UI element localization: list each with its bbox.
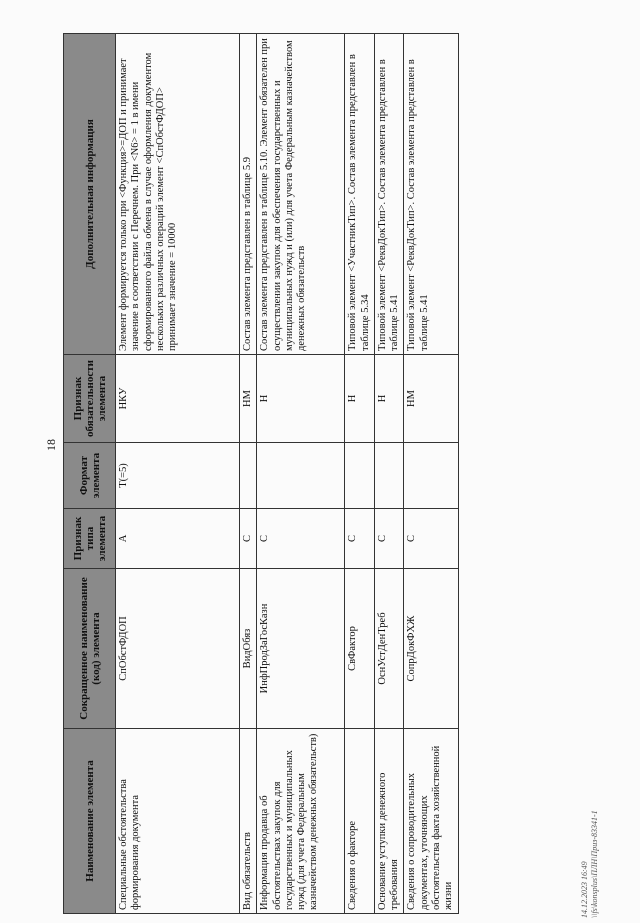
row-1-obligation: НКУ — [116, 355, 240, 443]
table-row — [404, 34, 458, 914]
footer-path: \\fs\konsplus\ПЛН\Приз-83341-1 — [590, 810, 599, 918]
row-1-name: Специальные обстоятельства формирования документа — [116, 729, 240, 914]
element-table-wrapper — [63, 34, 455, 914]
row-2-type: С — [240, 509, 257, 569]
row-2-name: Вид обязательств — [240, 729, 257, 914]
row-6-info: Типовой элемент <РеквДокТип>. Состав элемента представлен в таблице 5.41 — [404, 34, 458, 355]
footer-stamp — [580, 810, 600, 918]
header-additional-info: Дополнительная информация — [64, 34, 116, 355]
row-4-info: Типовой элемент <УчастникТип>. Состав элемента представлен в таблице 5.34 — [345, 34, 375, 355]
row-4-type: С — [345, 509, 375, 569]
table-row — [116, 34, 240, 914]
row-1-type: А — [116, 509, 240, 569]
row-6-type: С — [404, 509, 458, 569]
row-3-name: Информация продавца об обстоятельствах закупок для государственных и муниципальных нужд (для учета Федеральным казначейством денежных обязательств) — [257, 729, 345, 914]
row-5-code: ОснУстДенТреб — [374, 569, 404, 729]
table-row — [240, 34, 257, 914]
row-5-obligation: Н — [374, 355, 404, 443]
page-number: 18 — [44, 439, 58, 451]
table-header-row — [64, 34, 116, 914]
row-6-name: Сведения о сопроводительных документах, уточняющих обстоятельства факта хозяйственной жизни — [404, 729, 458, 914]
row-4-obligation: Н — [345, 355, 375, 443]
row-2-code: ВидОбяз — [240, 569, 257, 729]
row-6-obligation: НМ — [404, 355, 458, 443]
row-5-name: Основание уступки денежного требования — [374, 729, 404, 914]
row-3-format — [257, 443, 345, 509]
row-5-format — [374, 443, 404, 509]
row-3-info: Состав элемента представлен в таблице 5.10. Элемент обязателен при осуществлении закупок для обеспечения государственных и муниципальных нужд и (или) для учета Федеральным казначейством денежных обязательств — [257, 34, 345, 355]
row-4-code: СвФактор — [345, 569, 375, 729]
element-table — [63, 33, 459, 914]
footer-timestamp: 14.12.2023 16:49 — [580, 861, 589, 918]
row-6-code: СопрДокФХЖ — [404, 569, 458, 729]
row-1-info: Элемент формируется только при <Функция>=ДОП и принимает значение в соответствии с Перечнем. При <N6> = 1 в имени сформированного файла обмена в случае оформления документом нескольких различных операций элемент <СпОбстФДОП> принимает значение = 10000 — [116, 34, 240, 355]
header-obligation: Признак обязательности элемента — [64, 355, 116, 443]
row-1-code: СпОбстФДОП — [116, 569, 240, 729]
row-5-info: Типовой элемент <РеквДокТип>. Состав элемента представлен в таблице 5.41 — [374, 34, 404, 355]
table-row — [257, 34, 345, 914]
row-5-type: С — [374, 509, 404, 569]
row-3-type: С — [257, 509, 345, 569]
row-2-obligation: НМ — [240, 355, 257, 443]
header-element-name: Наименование элемента — [64, 729, 116, 914]
row-6-format — [404, 443, 458, 509]
table-row — [345, 34, 375, 914]
row-3-obligation: Н — [257, 355, 345, 443]
header-element-format: Формат элемента — [64, 443, 116, 509]
row-2-format — [240, 443, 257, 509]
header-element-type: Признак типа элемента — [64, 509, 116, 569]
row-4-format — [345, 443, 375, 509]
row-2-info: Состав элемента представлен в таблице 5.9 — [240, 34, 257, 355]
row-3-code: ИнфПродЗаГосКазн — [257, 569, 345, 729]
row-1-format: T(=5) — [116, 443, 240, 509]
table-row — [374, 34, 404, 914]
header-short-name: Сокращенное наименование (код) элемента — [64, 569, 116, 729]
row-4-name: Сведения о факторе — [345, 729, 375, 914]
